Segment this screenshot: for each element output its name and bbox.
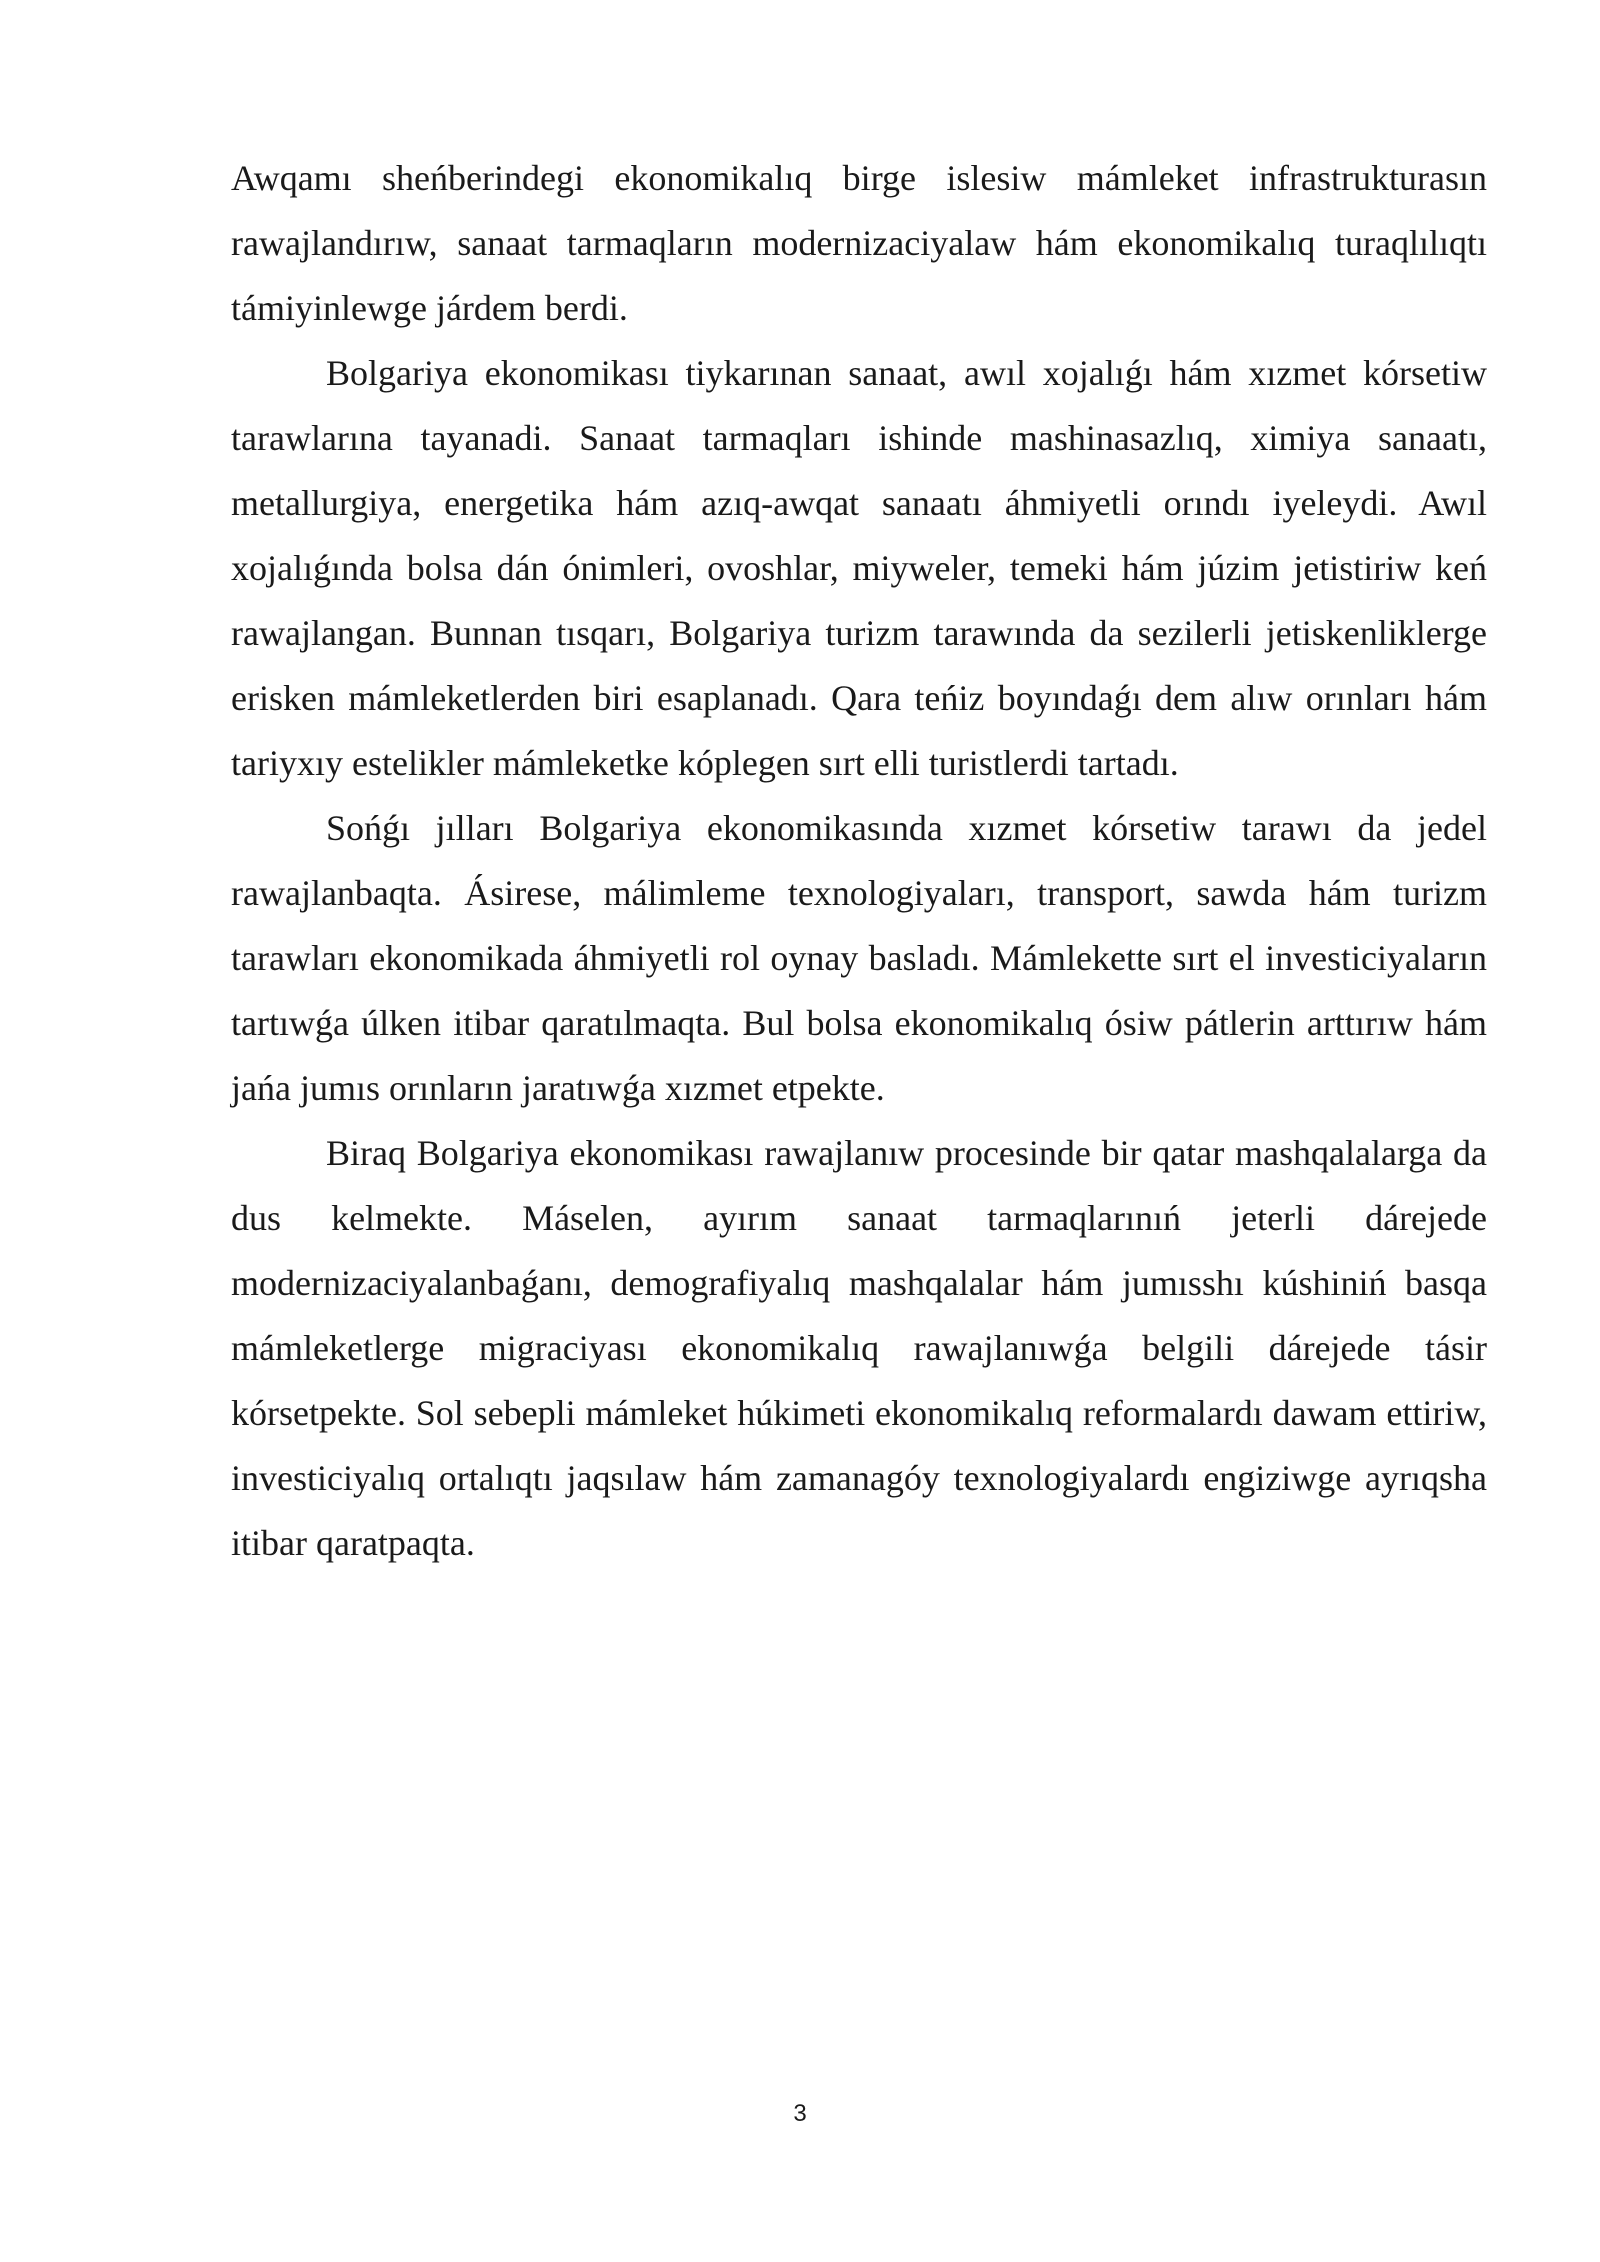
document-body (231, 146, 1487, 1576)
paragraph-service-sector: Sońǵı jılları Bolgariya ekonomikasında xızmet kórsetiw tarawı da jedel rawajlanbaqta. Ásirese, málimleme texnologiyaları, transport, sawda hám turizm tarawları ekonomikada áhmiyetli rol oynay basladı. Mámlekette sırt el investiciyaların tartıwǵa úlken itibar qaratılmaqta. Bul bolsa ekonomikalıq ósiw pátlerin arttırıw hám jańa jumıs orınların jaratıwǵa xızmet etpekte. (231, 808, 1487, 1108)
paragraph-continuation: Awqamı sheńberindegi ekonomikalıq birge islesiw mámleket infrastrukturasın rawajlandırıw, sanaat tarmaqların modernizaciyalaw hám ekonomikalıq turaqlılıqtı támiyinlewge járdem berdi. (231, 158, 1487, 328)
page-number: 3 (793, 2100, 807, 2127)
paragraph-economy-sectors: Bolgariya ekonomikası tiykarınan sanaat, awıl xojalıǵı hám xızmet kórsetiw tarawlarına tayanadi. Sanaat tarmaqları ishinde mashinasazlıq, ximiya sanaatı, metallurgiya, energetika hám azıq-awqat sanaatı áhmiyetli orındı iyeleydi. Awıl xojalıǵında bolsa dán ónimleri, ovoshlar, miyweler, temeki hám júzim jetistiriw keń rawajlangan. Bunnan tısqarı, Bolgariya turizm tarawında da sezilerli jetiskenliklerge erisken mámleketlerden biri esaplanadı. Qara teńiz boyındaǵı dem alıw orınları hám tariyxıy estelikler mámleketke kóplegen sırt elli turistlerdi tartadı. (231, 353, 1487, 783)
paragraph-challenges: Biraq Bolgariya ekonomikası rawajlanıw procesinde bir qatar mashqalalarga da dus kelmekte. Máselen, ayırım sanaat tarmaqlarınıń jeterli dárejede modernizaciyalanbaǵanı, demografiyalıq mashqalalar hám jumısshı kúshiniń basqa mámleketlerge migraciyası ekonomikalıq rawajlanıwǵa belgili dárejede tásir kórsetpekte. Sol sebepli mámleket húkimeti ekonomikalıq reformalardı dawam ettiriw, investiciyalıq ortalıqtı jaqsılaw hám zamanagóy texnologiyalardı engiziwge ayrıqsha itibar qaratpaqta. (231, 1133, 1487, 1563)
